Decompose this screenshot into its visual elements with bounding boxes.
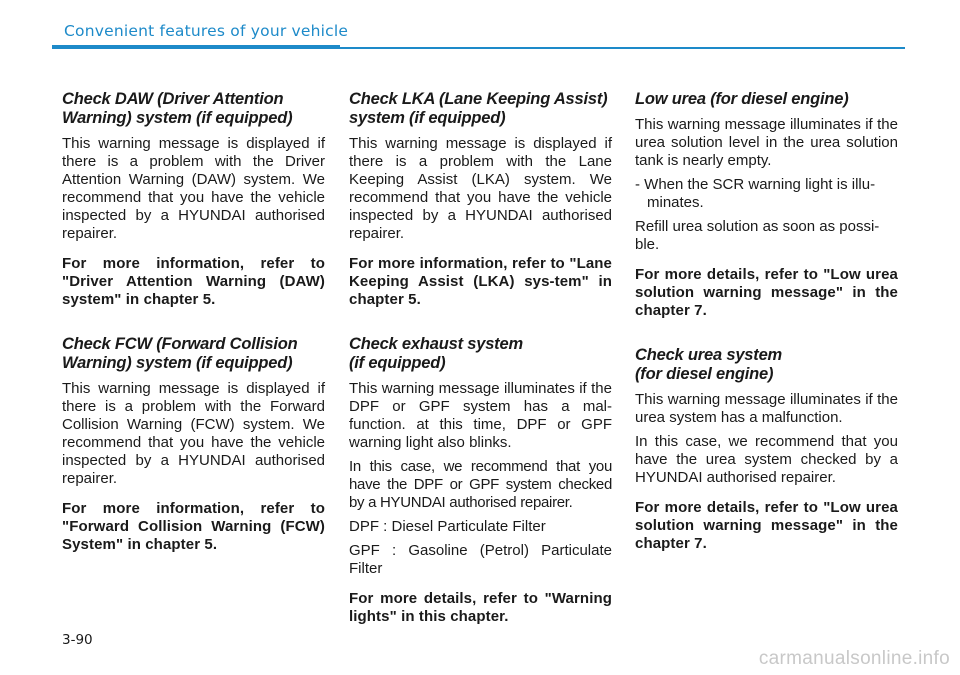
- body-exhaust-gpf: GPF : Gasoline (Petrol) Particulate Filter: [349, 542, 612, 577]
- heading-check-daw: Check DAW (Driver Attention Warning) system (if equipped): [62, 90, 293, 127]
- note-check-urea: For more details, refer to "Low urea solution warning message" in the chapter 7.: [635, 499, 898, 552]
- body-low-urea-dash: - When the SCR warning light is illu-minates.: [635, 176, 876, 211]
- page-number: 3-90: [62, 632, 93, 648]
- body-low-urea-refill: Refill urea solution as soon as possi-ble.: [635, 218, 880, 253]
- column-1: [62, 90, 325, 560]
- body-check-urea-2: In this case, we recommend that you have the urea system checked by a HYUNDAI authorised repairer.: [635, 433, 898, 486]
- note-check-lka: For more information, refer to "Lane Keeping Assist (LKA) sys-tem" in chapter 5.: [349, 255, 612, 308]
- body-check-fcw: This warning message is displayed if there is a problem with the Forward Collision Warning (FCW) system. We recommend that you have the vehicle inspected by a HYUNDAI authorised repairer.: [62, 380, 325, 487]
- heading-check-urea-line1: Check urea system: [635, 346, 783, 364]
- body-check-lka: This warning message is displayed if there is a problem with the Lane Keeping Assist (LKA) system. We recommend that you have the vehicle inspected by a HYUNDAI authorised repairer.: [349, 135, 612, 242]
- body-exhaust-2: In this case, we recommend that you have the DPF or GPF system checked by a HYUNDAI authorised repairer.: [349, 458, 612, 511]
- watermark: carmanualsonline.info: [758, 648, 950, 669]
- heading-check-lka: Check LKA (Lane Keeping Assist) system (if equipped): [349, 90, 608, 127]
- body-exhaust-dpf: DPF : Diesel Particulate Filter: [349, 518, 546, 535]
- heading-low-urea: Low urea (for diesel engine): [635, 90, 849, 108]
- body-check-urea-1: This warning message illuminates if the urea system has a malfunction.: [635, 391, 898, 426]
- heading-check-exhaust-line1: Check exhaust system: [349, 335, 523, 353]
- note-check-fcw: For more information, refer to "Forward Collision Warning (FCW) System" in chapter 5.: [62, 500, 325, 553]
- section-title: Convenient features of your vehicle: [64, 22, 349, 40]
- header-rule-thin: [340, 47, 905, 49]
- note-low-urea: For more details, refer to "Low urea solution warning message" in the chapter 7.: [635, 266, 898, 319]
- column-2: [349, 90, 612, 632]
- header-rule-thick: [52, 45, 340, 49]
- heading-check-urea-line2: (for diesel engine): [635, 365, 774, 383]
- heading-check-urea: [635, 346, 898, 384]
- note-check-daw: For more information, refer to "Driver Attention Warning (DAW) system" in chapter 5.: [62, 255, 325, 308]
- body-check-daw: This warning message is displayed if there is a problem with the Driver Attention Warning (DAW) system. We recommend that you have the vehicle inspected by a HYUNDAI authorised repairer.: [62, 135, 325, 242]
- body-exhaust-1: This warning message illuminates if the DPF or GPF system has a mal-function. at this time, DPF or GPF warning light also blinks.: [349, 380, 612, 451]
- body-low-urea-1: This warning message illuminates if the urea solution level in the urea solution tank is nearly empty.: [635, 116, 898, 169]
- heading-check-exhaust-line2: (if equipped): [349, 354, 446, 372]
- heading-check-exhaust: [349, 335, 612, 373]
- note-exhaust: For more details, refer to "Warning lights" in this chapter.: [349, 590, 612, 625]
- heading-check-fcw: Check FCW (Forward Collision Warning) system (if equipped): [62, 335, 298, 372]
- column-3: [635, 90, 898, 559]
